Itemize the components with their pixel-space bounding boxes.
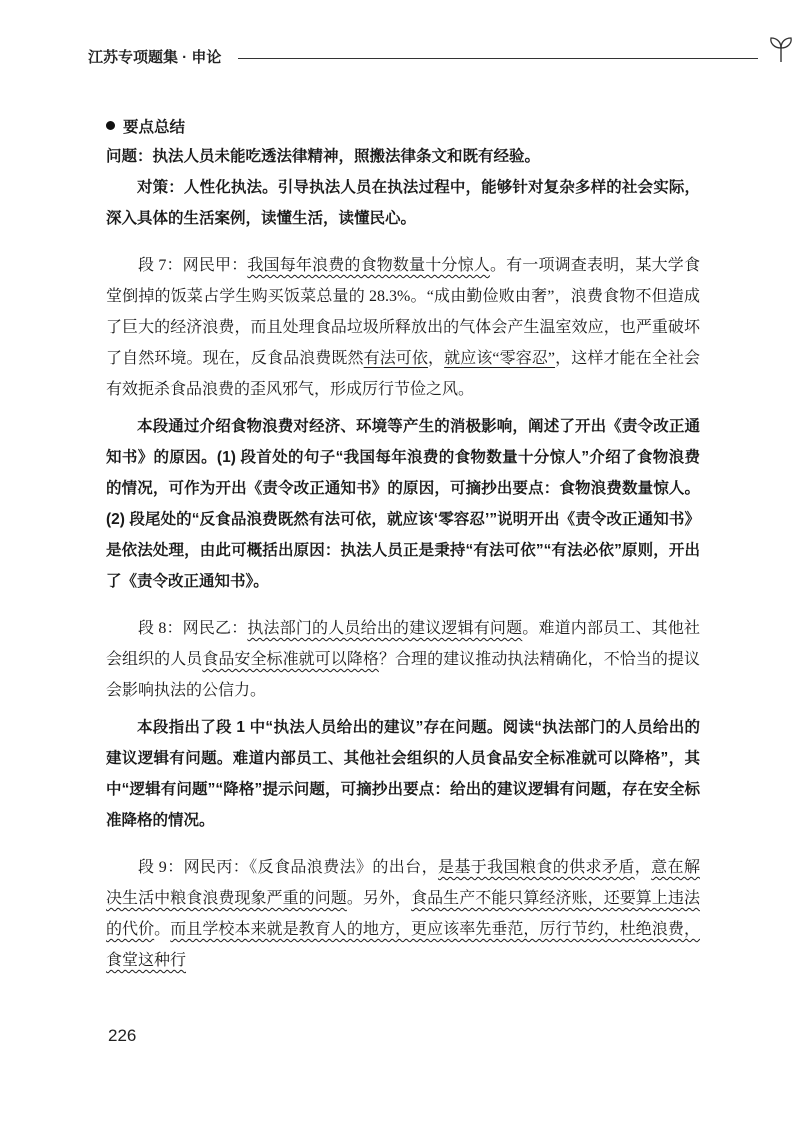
para9-key-2: 意在解决生活中粮食浪费现象严重的问题	[106, 859, 700, 907]
analysis-7: 本段通过介绍食物浪费对经济、环境等产生的消极影响，阐述了开出《责令改正通知书》的原因。(1) 段首处的句子“我国每年浪费的食物数量十分惊人”介绍了食物浪费的情况，可作为开出《责令改正通知书》的原因，可摘抄出要点：食物浪费数量惊人。(2) 段尾处的“反食品浪费既然有法可依，就应该‘零容忍’”说明开出《责令改正通知书》是依法处理，由此可概括出原因：执法人员正是秉持“有法可依”“有法必依”原则，开出了《责令改正通知书》。	[106, 418, 700, 590]
para8-text-1: 。难道内部员工、其他社会组织的人员	[106, 620, 700, 668]
para7-text-1: 。有一项调查表明，某大学食堂倒掉的饭菜占学生购买饭菜总量的 28.3%。“成由勤俭败由奢”，浪费食物不但造成了巨大的经济浪费，而且处理食品垃圾所释放出的气体会产生温室效应，也严重破坏了自然环境。现在，反食品浪费既然	[106, 257, 700, 367]
para8-key-2: 食品安全标准就可以降格	[202, 651, 379, 668]
para9-key-4: 而且学校本来就是教育人的地方，更应该率先垂范，厉行节约，杜绝浪费，食堂这种行	[106, 921, 700, 969]
page-body	[106, 110, 700, 976]
sprout-icon	[764, 32, 798, 66]
paragraph-7	[106, 250, 700, 405]
header-title: 江苏专项题集 · 申论	[88, 49, 222, 66]
para7-key-2: 有法可依	[363, 350, 429, 367]
para7-key-1: 我国每年浪费的食物数量十分惊人	[247, 257, 490, 274]
para7-lead: 段 7：网民甲：	[138, 257, 248, 274]
summary-heading: 要点总结	[123, 118, 186, 136]
summary-heading-row	[106, 110, 700, 141]
para7-text-3: ，这样才能在全社会有效扼杀食品浪费的歪风邪气，形成厉行节俭之风。	[106, 350, 700, 398]
summary-countermeasure: 对策：人性化执法。引导执法人员在执法过程中，能够针对复杂多样的社会实际，深入具体的生活案例，读懂生活，读懂民心。	[106, 179, 700, 227]
para9-key-1: 是基于我国粮食的供求矛盾	[437, 859, 635, 876]
analysis-8: 本段指出了段 1 中“执法人员给出的建议”存在问题。阅读“执法部门的人员给出的建议逻辑有问题。难道内部员工、其他社会组织的人员食品安全标准就可以降格”，其中“逻辑有问题”“降格”提示问题，可摘抄出要点：给出的建议逻辑有问题，存在安全标准降格的情况。	[106, 719, 700, 829]
para9-text-2: 。另外，	[346, 890, 412, 907]
para7-key-3: 就应该“零容忍”	[444, 350, 556, 367]
para9-text-3: 。	[154, 921, 171, 938]
running-header	[88, 46, 728, 76]
para9-key-3: 食品生产不能只算经济账，还要算上违法的代价	[106, 890, 700, 938]
para7-text-2: ，	[428, 350, 445, 367]
summary-problem: 问题：执法人员未能吃透法律精神，照搬法律条文和既有经验。	[106, 148, 541, 165]
para8-lead: 段 8：网民乙：	[138, 620, 248, 637]
header-rule	[238, 58, 758, 59]
paragraph-9	[106, 852, 700, 976]
para9-text-1: ，	[634, 859, 652, 876]
bullet-icon	[106, 121, 115, 130]
paragraph-8	[106, 613, 700, 706]
para8-text-2: ？合理的建议推动执法精确化，不恰当的提议会影响执法的公信力。	[106, 651, 700, 699]
page-number: 226	[108, 1026, 137, 1045]
para9-lead: 段 9：网民丙：《反食品浪费法》的出台，	[138, 859, 438, 876]
para8-key-1: 执法部门的人员给出的建议逻辑有问题	[247, 620, 523, 637]
